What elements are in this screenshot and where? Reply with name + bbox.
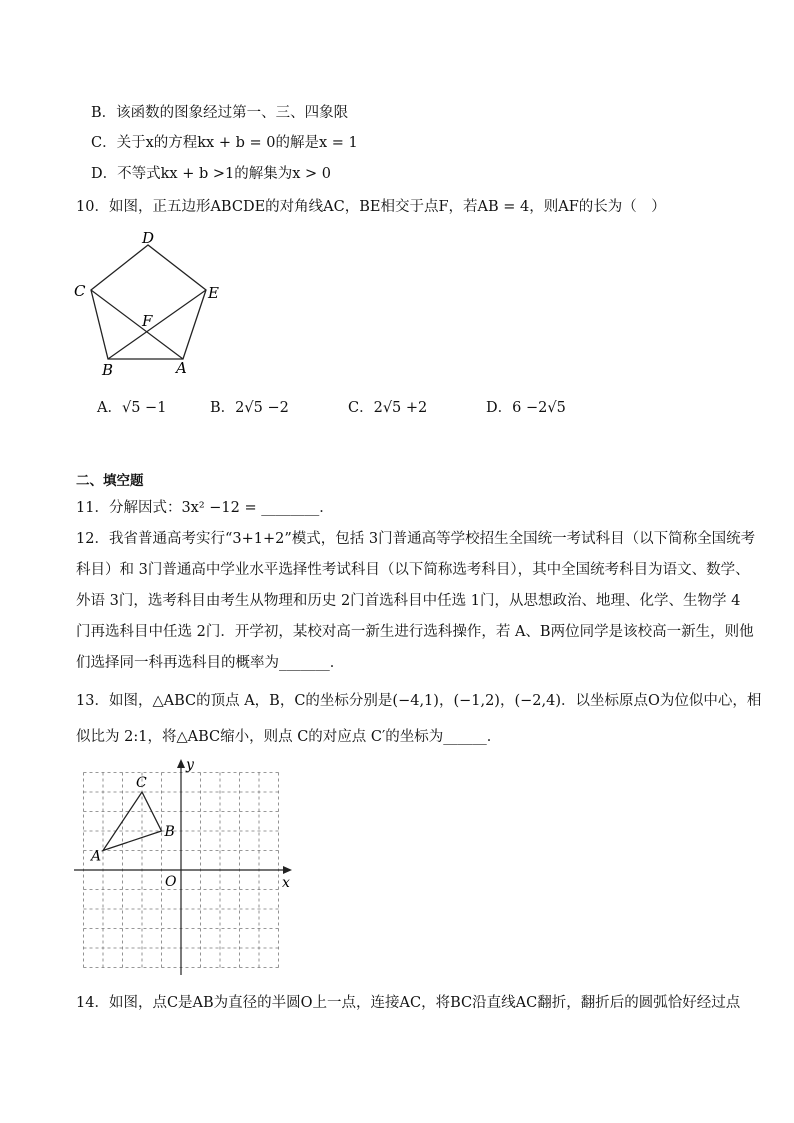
diagonal-be [108,290,206,359]
question-12-line-1: 12．我省普通高考实行“3+1+2”模式，包括 3门普通高等学校招生全国统一考试科目（以下简称全国统考 [76,531,756,547]
label-e: E [208,284,219,302]
label-x: x [282,875,290,891]
y-axis-arrow-icon [177,759,185,768]
pentagon-figure [70,228,230,383]
label-c: C [136,775,147,791]
label-y: y [186,757,194,773]
x-axis-arrow-icon [283,866,292,874]
option-b-prev: B．该函数的图象经过第一、三、四象限 [91,105,349,121]
label-b: B [102,361,114,379]
label-b: B [164,824,175,840]
option-b: B．2√5 −2 [210,400,289,416]
section-title: 二、填空题 [76,473,144,489]
question-13-line-1: 13．如图，△ABC的顶点 A，B，C的坐标分别是(−4,1)，(−1,2)，(−2,4)．以坐标原点O为位似中心，相 [76,693,762,709]
question-10-text: 10．如图，正五边形ABCDE的对角线AC，BE相交于点F，若AB = 4，则AF的长为（ ） [76,199,666,215]
option-c: C．2√5 +2 [348,400,428,416]
option-c-prev: C．关于x的方程kx + b = 0的解是x = 1 [91,135,358,151]
label-d: D [142,229,155,247]
triangle-abc [103,792,162,851]
question-12-line-2: 科目）和 3门普通高中学业水平选择性考试科目（以下简称选考科目），其中全国统考科目为语文、数学、 [76,562,750,578]
question-11-text: 11．分解因式：3x² −12 = ________． [76,500,334,516]
label-origin: O [165,874,177,890]
question-12-line-4: 门再选科目中任选 2门．开学初，某校对高一新生进行选科操作，若 A、B两位同学是该校高一新生，则他 [76,624,754,640]
question-14-text: 14．如图，点C是AB为直径的半圆O上一点，连接AC，将BC沿直线AC翻折，翻折后的圆弧恰好经过点 [76,995,741,1011]
question-12-line-3: 外语 3门，选考科目由考生从物理和历史 2门首选科目中任选 1门，从思想政治、地理、化学、生物学 4 [76,593,741,609]
label-a: A [176,359,187,377]
question-12-line-5: 们选择同一科再选科目的概率为_______． [76,655,345,671]
label-f: F [142,312,153,330]
question-10-options [0,398,794,418]
label-c: C [74,282,86,300]
option-d-prev: D．不等式kx + b >1的解集为x > 0 [91,166,331,182]
label-a: A [91,848,102,865]
question-13-line-2: 似比为 2:1，将△ABC缩小，则点 C的对应点 C′的坐标为______． [76,729,502,745]
option-d: D．6 −2√5 [486,400,566,416]
option-a: A．√5 −1 [97,400,167,416]
coordinate-grid-figure [70,755,300,980]
